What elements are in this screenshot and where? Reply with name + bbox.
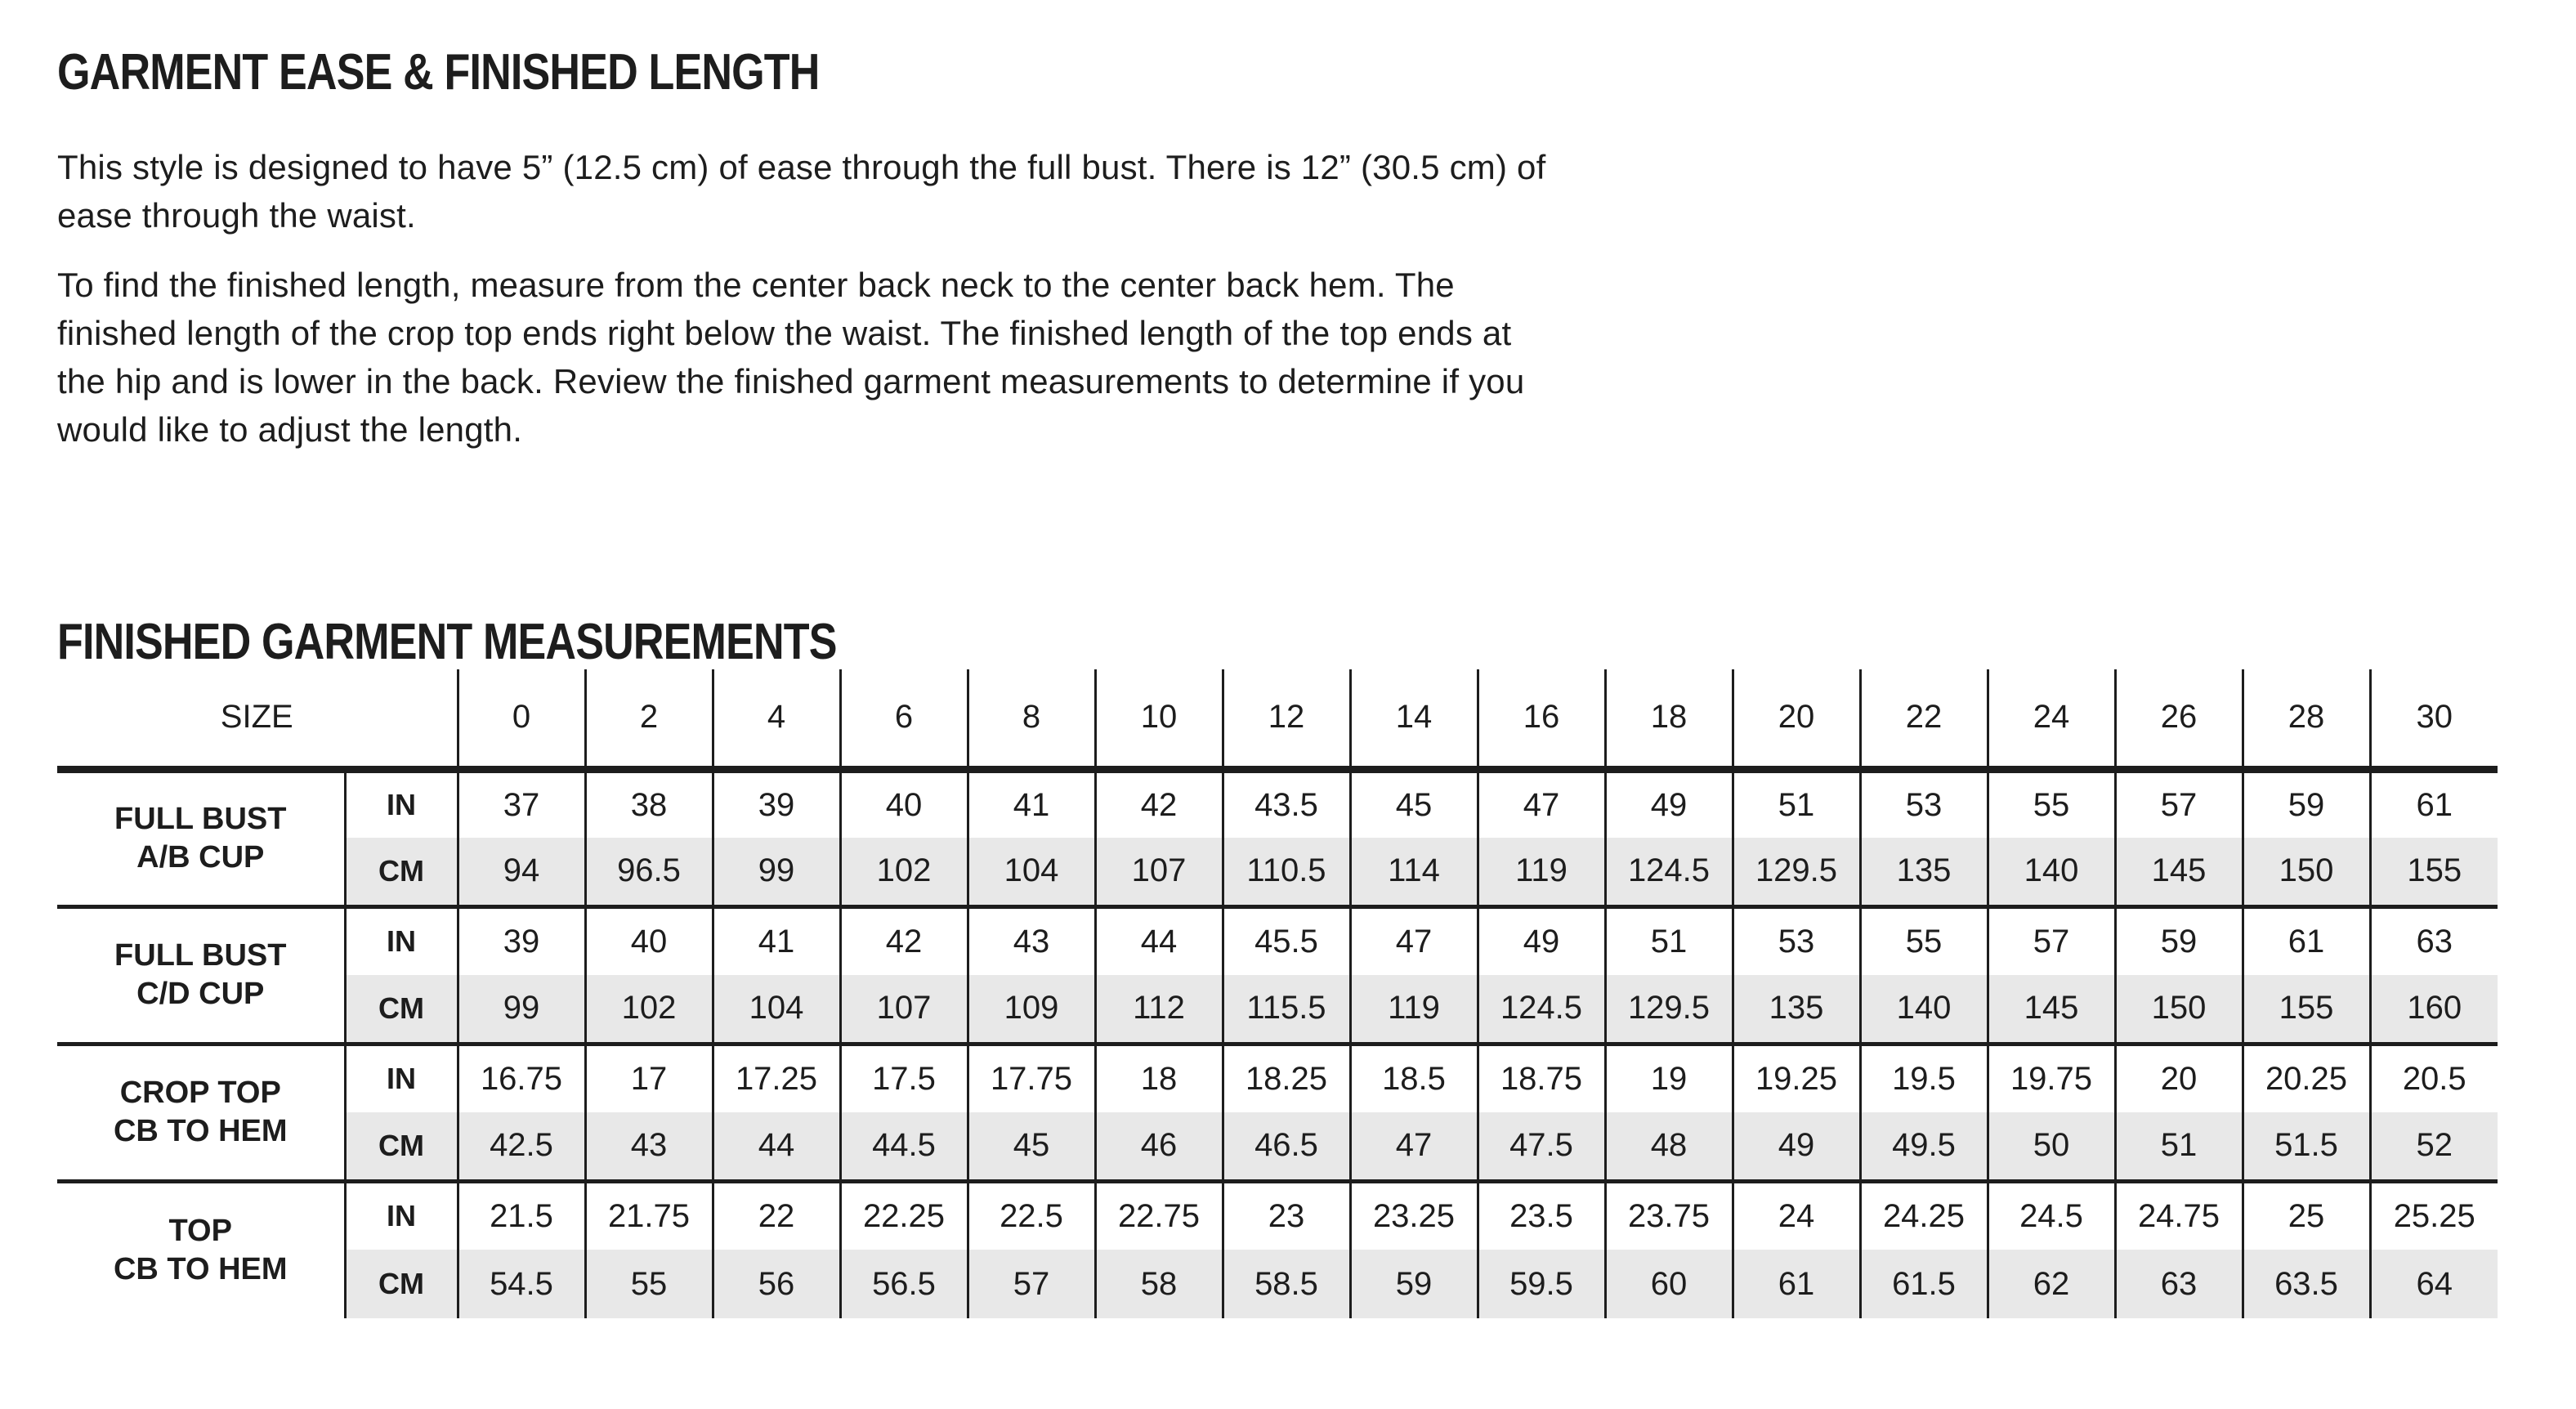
measurement-cell: 61 xyxy=(2243,906,2370,975)
page-title: GARMENT EASE & FINISHED LENGTH xyxy=(57,44,820,101)
measurement-cell: 51.5 xyxy=(2243,1112,2370,1181)
intro-paragraph xyxy=(57,143,2576,239)
unit-cell-cm: CM xyxy=(345,1112,458,1181)
measurement-cell: 49.5 xyxy=(1860,1112,1988,1181)
measurement-cell: 58 xyxy=(1095,1250,1223,1318)
row-label-line1: CROP TOP xyxy=(119,1076,281,1110)
measurement-cell: 21.5 xyxy=(458,1181,585,1250)
size-header-cell: 8 xyxy=(968,669,1095,769)
measurement-cell: 59 xyxy=(1350,1250,1478,1318)
measurement-cell: 119 xyxy=(1478,838,1605,906)
measurement-cell: 24.5 xyxy=(1988,1181,2115,1250)
size-header-cell: 12 xyxy=(1223,669,1350,769)
measurement-cell: 43 xyxy=(968,906,1095,975)
measurement-cell: 99 xyxy=(713,838,840,906)
measurement-cell: 61 xyxy=(2370,769,2498,838)
row-label-line2: C/D CUP xyxy=(136,977,265,1011)
measurement-cell: 94 xyxy=(458,838,585,906)
size-header-cell: 10 xyxy=(1095,669,1223,769)
measurement-cell: 63 xyxy=(2370,906,2498,975)
measurement-cell: 23.25 xyxy=(1350,1181,1478,1250)
measurement-cell: 17 xyxy=(585,1044,713,1112)
measurement-cell: 43 xyxy=(585,1112,713,1181)
measurement-cell: 140 xyxy=(1860,975,1988,1044)
paragraph-line: This style is designed to have 5” (12.5 cm) of ease through the full bust. There is 12” (30.5 cm) of xyxy=(57,148,1546,186)
size-header-cell: 2 xyxy=(585,669,713,769)
measurement-cell: 44.5 xyxy=(840,1112,968,1181)
measurement-cm-row xyxy=(57,1112,2498,1181)
measurement-cell: 96.5 xyxy=(585,838,713,906)
measurement-cell: 53 xyxy=(1860,769,1988,838)
measurement-cell: 145 xyxy=(1988,975,2115,1044)
measurement-cell: 107 xyxy=(1095,838,1223,906)
measurement-cell: 58.5 xyxy=(1223,1250,1350,1318)
measurement-cell: 51 xyxy=(1605,906,1733,975)
measurement-cell: 47 xyxy=(1350,1112,1478,1181)
measurement-cell: 63.5 xyxy=(2243,1250,2370,1318)
measurement-cell: 155 xyxy=(2243,975,2370,1044)
measurement-cell: 99 xyxy=(458,975,585,1044)
row-label-line1: TOP xyxy=(168,1214,232,1249)
measurement-cell: 107 xyxy=(840,975,968,1044)
paragraph-line: the hip and is lower in the back. Review the finished garment measurements to determine if you xyxy=(57,362,1525,400)
measurement-cell: 23 xyxy=(1223,1181,1350,1250)
measurement-cell: 60 xyxy=(1605,1250,1733,1318)
measurement-cell: 150 xyxy=(2243,838,2370,906)
row-label-line2: A/B CUP xyxy=(136,840,265,874)
size-header-cell: 4 xyxy=(713,669,840,769)
measurement-cell: 17.75 xyxy=(968,1044,1095,1112)
measurement-cell: 102 xyxy=(585,975,713,1044)
size-header-cell: 14 xyxy=(1350,669,1478,769)
measurement-cell: 135 xyxy=(1733,975,1860,1044)
measurement-cell: 22 xyxy=(713,1181,840,1250)
size-header-row xyxy=(57,669,2498,769)
measurement-cell: 19.5 xyxy=(1860,1044,1988,1112)
measurement-cell: 64 xyxy=(2370,1250,2498,1318)
measurement-cell: 155 xyxy=(2370,838,2498,906)
measurement-cell: 22.75 xyxy=(1095,1181,1223,1250)
measurement-cell: 102 xyxy=(840,838,968,906)
measurement-cell: 19 xyxy=(1605,1044,1733,1112)
measurement-cell: 24 xyxy=(1733,1181,1860,1250)
measurement-cell: 47.5 xyxy=(1478,1112,1605,1181)
measurement-cell: 45 xyxy=(1350,769,1478,838)
measurement-cell: 119 xyxy=(1350,975,1478,1044)
measurement-cell: 57 xyxy=(968,1250,1095,1318)
measurement-cell: 19.75 xyxy=(1988,1044,2115,1112)
measurement-cell: 18.25 xyxy=(1223,1044,1350,1112)
intro-section xyxy=(57,143,2576,454)
measurement-cell: 42.5 xyxy=(458,1112,585,1181)
measurement-cell: 46.5 xyxy=(1223,1112,1350,1181)
size-header-cell: 0 xyxy=(458,669,585,769)
measurement-cell: 39 xyxy=(458,906,585,975)
paragraph-line: would like to adjust the length. xyxy=(57,410,523,449)
measurement-cell: 115.5 xyxy=(1223,975,1350,1044)
measurement-cell: 59 xyxy=(2243,769,2370,838)
measurement-cell: 55 xyxy=(1988,769,2115,838)
size-header-cell: 24 xyxy=(1988,669,2115,769)
measurement-cell: 56.5 xyxy=(840,1250,968,1318)
size-header-cell: 16 xyxy=(1478,669,1605,769)
unit-cell-cm: CM xyxy=(345,1250,458,1318)
measurement-cell: 49 xyxy=(1733,1112,1860,1181)
measurement-cell: 150 xyxy=(2115,975,2243,1044)
unit-cell-in: IN xyxy=(345,769,458,838)
measurement-cell: 44 xyxy=(1095,906,1223,975)
row-label xyxy=(57,906,345,1044)
measurement-in-row xyxy=(57,1044,2498,1112)
measurement-cell: 53 xyxy=(1733,906,1860,975)
measurement-cell: 62 xyxy=(1988,1250,2115,1318)
measurement-cell: 24.75 xyxy=(2115,1181,2243,1250)
unit-cell-cm: CM xyxy=(345,975,458,1044)
measurement-cell: 45 xyxy=(968,1112,1095,1181)
measurement-cell: 16.75 xyxy=(458,1044,585,1112)
measurement-cm-row xyxy=(57,975,2498,1044)
measurement-cell: 61 xyxy=(1733,1250,1860,1318)
measurement-cell: 42 xyxy=(840,906,968,975)
measurement-cell: 20 xyxy=(2115,1044,2243,1112)
measurement-cell: 45.5 xyxy=(1223,906,1350,975)
measurement-cell: 54.5 xyxy=(458,1250,585,1318)
measurement-cell: 129.5 xyxy=(1733,838,1860,906)
row-label xyxy=(57,769,345,906)
measurement-cell: 56 xyxy=(713,1250,840,1318)
size-header-cell: 30 xyxy=(2370,669,2498,769)
row-label xyxy=(57,1181,345,1318)
measurement-cell: 49 xyxy=(1478,906,1605,975)
measurement-cell: 17.25 xyxy=(713,1044,840,1112)
measurement-cell: 51 xyxy=(1733,769,1860,838)
paragraph-line: To find the finished length, measure from the center back neck to the center back hem. The xyxy=(57,266,1455,304)
measurement-cell: 114 xyxy=(1350,838,1478,906)
measurement-cell: 21.75 xyxy=(585,1181,713,1250)
size-header-cell: 28 xyxy=(2243,669,2370,769)
row-label-line2: CB TO HEM xyxy=(113,1252,288,1287)
measurement-cell: 37 xyxy=(458,769,585,838)
measurement-cell: 160 xyxy=(2370,975,2498,1044)
measurement-cell: 20.25 xyxy=(2243,1044,2370,1112)
measurement-cell: 124.5 xyxy=(1605,838,1733,906)
table-title: FINISHED GARMENT MEASUREMENTS xyxy=(57,614,837,670)
measurement-cell: 63 xyxy=(2115,1250,2243,1318)
measurement-cell: 23.75 xyxy=(1605,1181,1733,1250)
size-header-cell: 26 xyxy=(2115,669,2243,769)
measurement-cell: 59 xyxy=(2115,906,2243,975)
measurement-cell: 40 xyxy=(840,769,968,838)
unit-cell-cm: CM xyxy=(345,838,458,906)
measurement-cell: 140 xyxy=(1988,838,2115,906)
measurement-cell: 20.5 xyxy=(2370,1044,2498,1112)
size-header-cell: 6 xyxy=(840,669,968,769)
measurement-cell: 25.25 xyxy=(2370,1181,2498,1250)
measurement-cell: 55 xyxy=(585,1250,713,1318)
measurement-cell: 104 xyxy=(713,975,840,1044)
measurement-cm-row xyxy=(57,838,2498,906)
row-label-line1: FULL BUST xyxy=(114,802,287,836)
measurement-in-row xyxy=(57,906,2498,975)
measurement-cell: 24.25 xyxy=(1860,1181,1988,1250)
measurement-cell: 18.75 xyxy=(1478,1044,1605,1112)
measurement-cell: 25 xyxy=(2243,1181,2370,1250)
measurement-cell: 41 xyxy=(968,769,1095,838)
measurement-cell: 135 xyxy=(1860,838,1988,906)
measurement-cell: 57 xyxy=(2115,769,2243,838)
measurement-cell: 18.5 xyxy=(1350,1044,1478,1112)
size-header-cell: 22 xyxy=(1860,669,1988,769)
measurement-in-row xyxy=(57,769,2498,838)
measurement-cell: 22.25 xyxy=(840,1181,968,1250)
measurement-cell: 40 xyxy=(585,906,713,975)
measurement-cell: 50 xyxy=(1988,1112,2115,1181)
measurement-cell: 41 xyxy=(713,906,840,975)
measurement-cm-row xyxy=(57,1250,2498,1318)
unit-cell-in: IN xyxy=(345,1044,458,1112)
unit-cell-in: IN xyxy=(345,906,458,975)
row-label-line2: CB TO HEM xyxy=(113,1114,288,1148)
measurement-cell: 104 xyxy=(968,838,1095,906)
measurement-cell: 42 xyxy=(1095,769,1223,838)
measurement-cell: 38 xyxy=(585,769,713,838)
unit-cell-in: IN xyxy=(345,1181,458,1250)
measurement-cell: 145 xyxy=(2115,838,2243,906)
measurement-cell: 109 xyxy=(968,975,1095,1044)
measurement-cell: 39 xyxy=(713,769,840,838)
measurement-cell: 46 xyxy=(1095,1112,1223,1181)
measurement-cell: 48 xyxy=(1605,1112,1733,1181)
measurement-cell: 47 xyxy=(1350,906,1478,975)
measurement-cell: 22.5 xyxy=(968,1181,1095,1250)
measurement-cell: 51 xyxy=(2115,1112,2243,1181)
row-label xyxy=(57,1044,345,1181)
measurement-cell: 44 xyxy=(713,1112,840,1181)
measurement-cell: 55 xyxy=(1860,906,1988,975)
measurement-cell: 43.5 xyxy=(1223,769,1350,838)
measurement-cell: 18 xyxy=(1095,1044,1223,1112)
measurement-cell: 23.5 xyxy=(1478,1181,1605,1250)
measurement-cell: 61.5 xyxy=(1860,1250,1988,1318)
measurement-cell: 124.5 xyxy=(1478,975,1605,1044)
size-header-cell: 18 xyxy=(1605,669,1733,769)
measurement-in-row xyxy=(57,1181,2498,1250)
measurement-cell: 112 xyxy=(1095,975,1223,1044)
measurement-cell: 57 xyxy=(1988,906,2115,975)
row-label-line1: FULL BUST xyxy=(114,938,287,973)
measurement-cell: 17.5 xyxy=(840,1044,968,1112)
paragraph-line: finished length of the crop top ends right below the waist. The finished length of the top ends at xyxy=(57,314,1512,352)
measurement-cell: 110.5 xyxy=(1223,838,1350,906)
intro-paragraph xyxy=(57,261,2576,454)
measurement-cell: 47 xyxy=(1478,769,1605,838)
measurement-cell: 49 xyxy=(1605,769,1733,838)
measurement-cell: 129.5 xyxy=(1605,975,1733,1044)
measurement-cell: 19.25 xyxy=(1733,1044,1860,1112)
measurements-table xyxy=(57,669,2498,1318)
size-header-label: SIZE xyxy=(57,669,458,769)
paragraph-line: ease through the waist. xyxy=(57,196,416,235)
measurement-cell: 52 xyxy=(2370,1112,2498,1181)
size-header-cell: 20 xyxy=(1733,669,1860,769)
measurement-cell: 59.5 xyxy=(1478,1250,1605,1318)
